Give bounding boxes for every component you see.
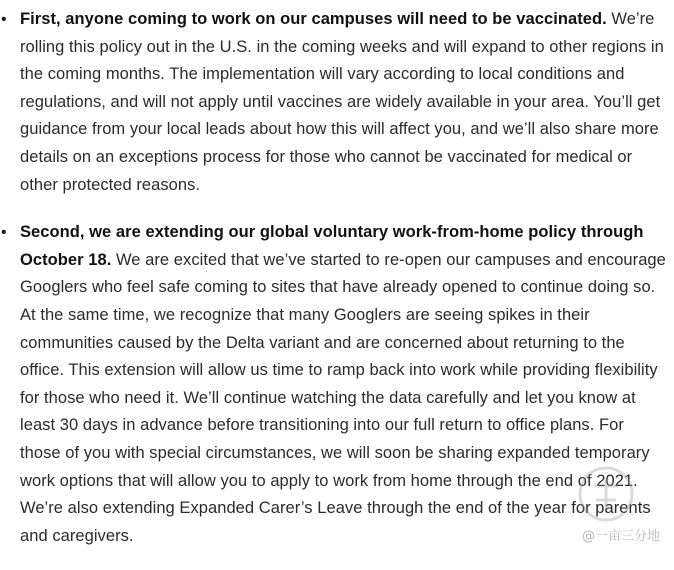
bullet-list — [0, 6, 674, 550]
watermark-text: @一亩三分地 — [581, 529, 660, 544]
item-body-text: We are excited that we’ve started to re-open our campuses and encourage Googlers who feel safe coming to sites that have already opened to continue doing so. At the same time, we recognize that many Googlers are seeing spikes in their communities caused by the Delta variant and are concerned about returning to the office. This extension will allow us time to ramp back into work while providing flexibility for those who need it. We’ll continue watching the data carefully and let you know at least 30 days in advance before transitioning into our full return to office plans. For those of you with special circumstances, we will soon be sharing expanded temporary work options that will allow you to apply to work from home through the end of 2021. We’re also extending Expanded Carer’s Leave through the end of the year for parents and caregivers. — [20, 250, 666, 545]
item-body-text: We’re rolling this policy out in the U.S. in the coming weeks and will expand to other regions in the coming months. The implementation will vary according to local conditions and regulations, and will not apply until vaccines are widely available in your area. You’ll get guidance from your local leads about how this will affect you, and we’ll also share more details on an exceptions process for those who cannot be vaccinated for medical or other protected reasons. — [20, 10, 664, 194]
item-lead-text: Second, we are extending our global voluntary work-from-home policy through October 18. — [20, 223, 644, 269]
bullet-icon: • — [1, 224, 7, 242]
bullet-icon: • — [1, 11, 7, 28]
document-body — [0, 6, 674, 570]
item-lead-text: First, anyone coming to work on our campuses will need to be vaccinated. — [20, 10, 607, 28]
list-item-vaccination — [0, 6, 668, 199]
list-item-work-from-home — [0, 219, 668, 550]
